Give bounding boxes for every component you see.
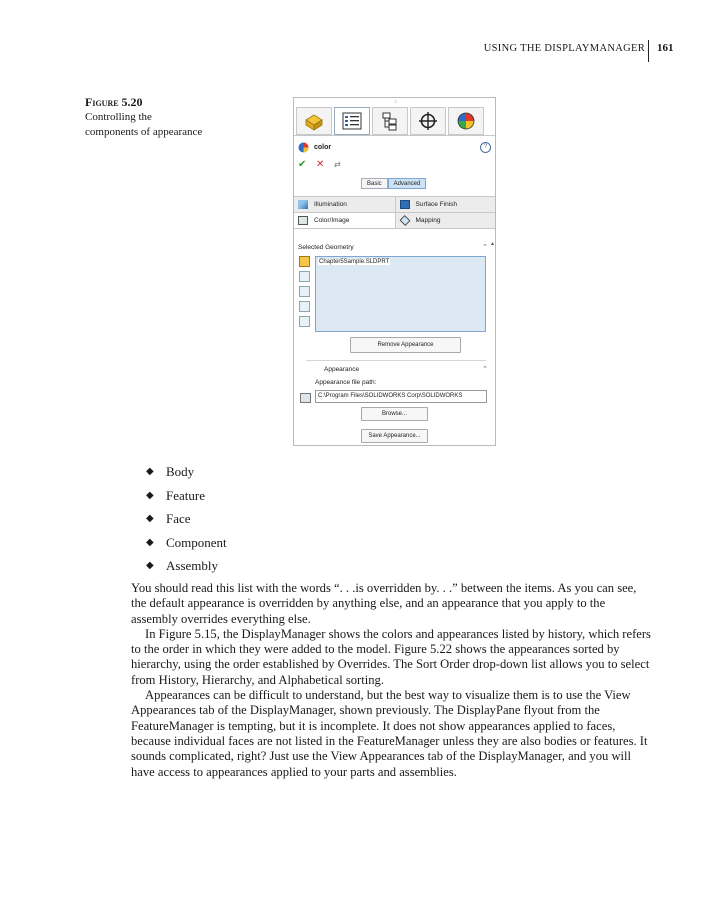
selection-filters	[299, 256, 313, 331]
basic-advanced-toggle	[361, 178, 426, 189]
appearance-heading: Appearance	[324, 366, 360, 373]
help-icon[interactable]: ?	[480, 142, 491, 153]
override-order-list	[146, 464, 227, 582]
diamond-bullet-icon: ◆	[146, 513, 154, 524]
pin-icon[interactable]: ⇄	[334, 160, 341, 169]
pm-title: color	[314, 144, 332, 151]
body-filter-icon[interactable]	[299, 271, 310, 282]
ok-button[interactable]: ✔	[298, 159, 307, 170]
feature-filter-icon[interactable]	[299, 301, 310, 312]
list-item	[146, 488, 227, 512]
propertymanager-icon	[341, 111, 363, 131]
bullet-text: Body	[166, 464, 195, 479]
color-image-icon	[298, 216, 308, 225]
surface-finish-icon	[400, 200, 410, 209]
paragraph: You should read this list with the words “. . .is overridden by. . .” between the items. As you can see, the default appearance is overridden by anything else, and an appearance that you apply to the assembly overrides everything else.	[131, 581, 637, 626]
tab-propertymanager[interactable]	[334, 107, 370, 135]
chevron-up-icon[interactable]: ⌃	[482, 244, 488, 251]
list-item	[146, 535, 227, 559]
list-item	[146, 464, 227, 488]
scrollbar[interactable]: ▴	[491, 241, 495, 247]
figure-caption	[85, 95, 205, 140]
displaymanager-icon	[455, 111, 477, 131]
mapping-icon	[399, 215, 410, 226]
cancel-button[interactable]: ✕	[316, 159, 325, 170]
body-text	[131, 581, 654, 780]
tab-surface-finish[interactable]	[396, 197, 497, 212]
tab-color-image-label: Color/Image	[314, 217, 350, 224]
list-item[interactable]: Chapter5Sample.SLDPRT	[319, 259, 390, 265]
tab-illumination[interactable]	[294, 197, 396, 212]
bullet-text: Component	[166, 534, 227, 550]
bullet-text: Assembly	[166, 558, 218, 573]
diamond-bullet-icon: ◆	[146, 489, 154, 501]
header-divider	[648, 40, 649, 62]
tab-mapping-label: Mapping	[415, 217, 441, 224]
paragraph: Appearances can be difficult to understand, but the best way to visualize them is to use the View Appearances tab of the DisplayManager, shown previously. The DisplayPane flyout from the FeatureManager is tempting, but it is incomplete. It does not show appearances applied to faces, because individual faces are not listed in the FeatureManager unless they are also bodies or features. It sounds complicated, right? Just use the View Appearances tab of the DisplayManager, and you will have access to appearances applied to your parts and assemblies.	[131, 688, 648, 779]
appearance-subtabs	[294, 196, 496, 229]
list-item	[146, 511, 227, 535]
selected-geometry-list[interactable]	[315, 256, 486, 332]
appearance-path-field[interactable]: C:\Program Files\SOLIDWORKS Corp\SOLIDWORKS	[315, 390, 487, 403]
tab-mapping[interactable]	[396, 213, 497, 228]
appearance-header[interactable]	[324, 366, 488, 373]
part-filter-icon[interactable]	[299, 256, 310, 267]
figure-caption-text: Controlling the components of appearance	[85, 111, 203, 138]
tab-illumination-label: Illumination	[314, 201, 347, 208]
diamond-bullet-icon: ◆	[146, 560, 154, 571]
pm-title-row	[298, 142, 493, 154]
running-header	[0, 40, 717, 62]
tabs-divider	[294, 135, 496, 136]
image-icon	[300, 393, 311, 403]
figure-label: Figure 5.20	[85, 95, 143, 109]
selected-geometry-header[interactable]	[298, 244, 488, 251]
list-item	[146, 558, 227, 582]
manager-tabs	[296, 107, 486, 135]
pm-actions	[298, 159, 358, 171]
page-number: 161	[657, 42, 674, 54]
panel-grip-icon[interactable]: ○	[394, 99, 398, 105]
bullet-text: Feature	[166, 487, 205, 503]
tab-configurationmanager[interactable]	[372, 107, 408, 135]
illumination-icon	[298, 200, 308, 209]
tab-color-image[interactable]	[294, 213, 396, 228]
selected-geometry-heading: Selected Geometry	[298, 244, 354, 251]
tab-featuremanager[interactable]	[296, 107, 332, 135]
tab-dimxpertmanager[interactable]	[410, 107, 446, 135]
dimxpert-icon	[417, 111, 439, 131]
color-wheel-icon	[298, 142, 309, 153]
paragraph: In Figure 5.15, the DisplayManager shows the colors and appearances listed by history, which refers to the order in which they were added to the model. Figure 5.22 shows the appearances sorted by hierarchy, using the order established by Overrides. The Sort Order drop-down list allows you to select from History, Hierarchy, and Alphabetical sorting.	[131, 626, 651, 687]
remove-appearance-button[interactable]: Remove Appearance	[350, 337, 461, 353]
chevron-up-icon[interactable]: ⌃	[482, 366, 488, 373]
browse-button[interactable]: Browse...	[361, 407, 428, 421]
running-header-title: USING THE DISPLAYMANAGER	[483, 43, 645, 54]
tab-displaymanager[interactable]	[448, 107, 484, 135]
appearance-path-label: Appearance file path:	[315, 379, 377, 386]
section-divider	[306, 360, 486, 361]
bullet-text: Face	[166, 511, 191, 526]
component-filter-icon[interactable]	[299, 316, 310, 327]
diamond-bullet-icon: ◆	[146, 466, 154, 477]
advanced-button[interactable]: Advanced	[388, 178, 427, 189]
face-filter-icon[interactable]	[299, 286, 310, 297]
basic-button[interactable]: Basic	[361, 178, 388, 189]
configurationmanager-icon	[379, 111, 401, 131]
tab-surface-finish-label: Surface Finish	[415, 201, 458, 208]
appearance-propertymanager	[293, 97, 496, 446]
save-appearance-button[interactable]: Save Appearance...	[361, 429, 428, 443]
featuremanager-icon	[303, 111, 325, 131]
diamond-bullet-icon: ◆	[146, 536, 154, 548]
